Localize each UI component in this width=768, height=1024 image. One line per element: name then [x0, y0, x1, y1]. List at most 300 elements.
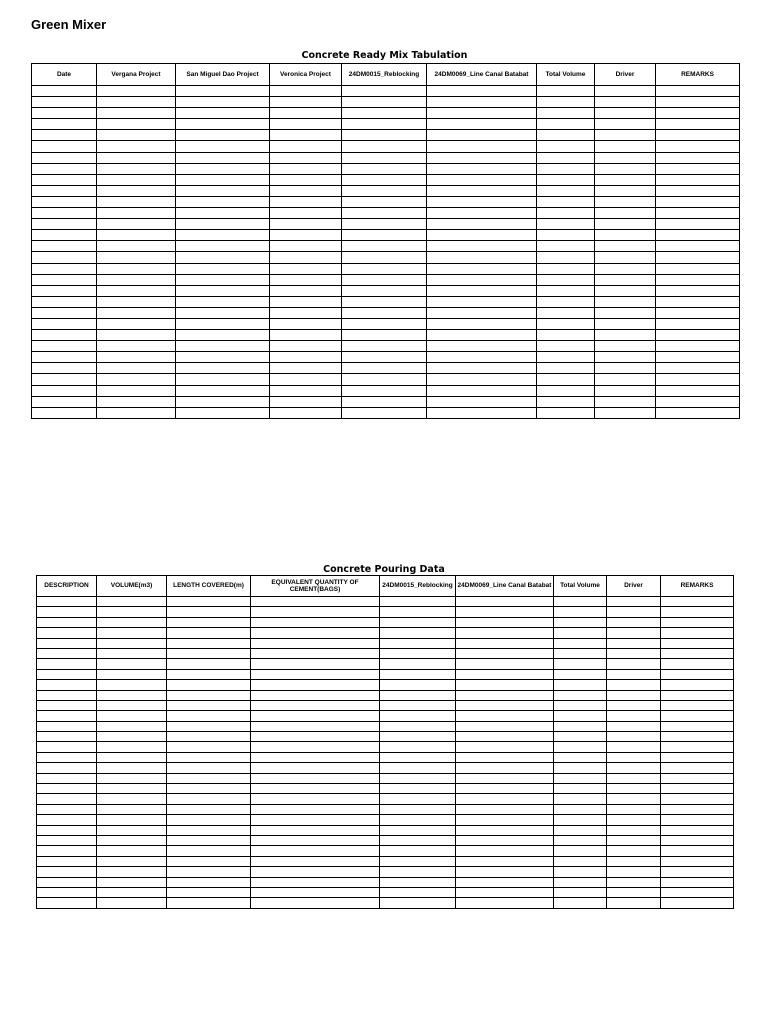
table-cell[interactable] — [537, 252, 595, 263]
table-cell[interactable] — [167, 607, 251, 617]
table-cell[interactable] — [554, 680, 607, 690]
table-cell[interactable] — [661, 690, 734, 700]
table-cell[interactable] — [176, 285, 270, 296]
table-cell[interactable] — [537, 285, 595, 296]
table-cell[interactable] — [380, 804, 456, 814]
table-cell[interactable] — [595, 363, 656, 374]
table-cell[interactable] — [607, 628, 661, 638]
table-cell[interactable] — [595, 396, 656, 407]
table-cell[interactable] — [37, 804, 97, 814]
table-cell[interactable] — [661, 794, 734, 804]
table-cell[interactable] — [661, 898, 734, 908]
table-cell[interactable] — [661, 628, 734, 638]
table-cell[interactable] — [342, 252, 427, 263]
table-cell[interactable] — [251, 856, 380, 866]
table-cell[interactable] — [554, 732, 607, 742]
table-cell[interactable] — [427, 374, 537, 385]
table-cell[interactable] — [554, 607, 607, 617]
table-cell[interactable] — [342, 130, 427, 141]
table-cell[interactable] — [342, 196, 427, 207]
table-cell[interactable] — [270, 108, 342, 119]
table-cell[interactable] — [607, 794, 661, 804]
table-cell[interactable] — [342, 385, 427, 396]
table-cell[interactable] — [537, 352, 595, 363]
table-cell[interactable] — [554, 638, 607, 648]
table-cell[interactable] — [456, 607, 554, 617]
table-cell[interactable] — [97, 659, 167, 669]
table-cell[interactable] — [607, 804, 661, 814]
table-cell[interactable] — [456, 669, 554, 679]
table-cell[interactable] — [32, 174, 97, 185]
table-cell[interactable] — [380, 607, 456, 617]
table-cell[interactable] — [32, 208, 97, 219]
table-cell[interactable] — [32, 241, 97, 252]
table-cell[interactable] — [661, 607, 734, 617]
table-cell[interactable] — [554, 597, 607, 607]
table-cell[interactable] — [427, 285, 537, 296]
table-cell[interactable] — [595, 307, 656, 318]
table-cell[interactable] — [456, 877, 554, 887]
table-cell[interactable] — [97, 208, 176, 219]
table-cell[interactable] — [97, 130, 176, 141]
table-cell[interactable] — [537, 385, 595, 396]
table-cell[interactable] — [167, 815, 251, 825]
table-cell[interactable] — [537, 274, 595, 285]
table-cell[interactable] — [97, 597, 167, 607]
table-cell[interactable] — [661, 700, 734, 710]
table-cell[interactable] — [656, 374, 740, 385]
table-cell[interactable] — [97, 318, 176, 329]
table-cell[interactable] — [554, 617, 607, 627]
table-cell[interactable] — [537, 407, 595, 418]
table-cell[interactable] — [427, 208, 537, 219]
table-cell[interactable] — [595, 252, 656, 263]
table-cell[interactable] — [97, 680, 167, 690]
table-cell[interactable] — [607, 835, 661, 845]
table-cell[interactable] — [167, 597, 251, 607]
table-cell[interactable] — [37, 680, 97, 690]
table-cell[interactable] — [607, 752, 661, 762]
table-cell[interactable] — [37, 867, 97, 877]
table-cell[interactable] — [32, 130, 97, 141]
table-cell[interactable] — [97, 174, 176, 185]
table-cell[interactable] — [554, 721, 607, 731]
table-cell[interactable] — [176, 252, 270, 263]
table-cell[interactable] — [537, 374, 595, 385]
table-cell[interactable] — [251, 867, 380, 877]
table-cell[interactable] — [251, 700, 380, 710]
table-cell[interactable] — [97, 86, 176, 97]
table-cell[interactable] — [656, 352, 740, 363]
table-cell[interactable] — [456, 732, 554, 742]
table-cell[interactable] — [456, 815, 554, 825]
table-cell[interactable] — [554, 846, 607, 856]
table-cell[interactable] — [456, 742, 554, 752]
table-cell[interactable] — [167, 898, 251, 908]
table-cell[interactable] — [607, 815, 661, 825]
table-cell[interactable] — [656, 174, 740, 185]
table-cell[interactable] — [167, 732, 251, 742]
table-cell[interactable] — [97, 628, 167, 638]
table-cell[interactable] — [176, 163, 270, 174]
table-cell[interactable] — [427, 86, 537, 97]
table-cell[interactable] — [656, 163, 740, 174]
table-cell[interactable] — [537, 97, 595, 108]
table-cell[interactable] — [342, 307, 427, 318]
table-cell[interactable] — [97, 804, 167, 814]
table-cell[interactable] — [456, 638, 554, 648]
table-cell[interactable] — [97, 732, 167, 742]
table-cell[interactable] — [270, 130, 342, 141]
table-cell[interactable] — [342, 341, 427, 352]
table-cell[interactable] — [342, 185, 427, 196]
table-cell[interactable] — [167, 877, 251, 887]
table-cell[interactable] — [270, 352, 342, 363]
table-cell[interactable] — [167, 690, 251, 700]
table-cell[interactable] — [270, 119, 342, 130]
table-cell[interactable] — [537, 230, 595, 241]
table-cell[interactable] — [607, 784, 661, 794]
table-cell[interactable] — [97, 617, 167, 627]
table-cell[interactable] — [97, 784, 167, 794]
table-cell[interactable] — [456, 752, 554, 762]
table-cell[interactable] — [251, 773, 380, 783]
table-cell[interactable] — [176, 141, 270, 152]
table-cell[interactable] — [37, 742, 97, 752]
table-cell[interactable] — [537, 263, 595, 274]
table-cell[interactable] — [97, 721, 167, 731]
table-cell[interactable] — [342, 274, 427, 285]
table-cell[interactable] — [176, 219, 270, 230]
table-cell[interactable] — [380, 700, 456, 710]
table-cell[interactable] — [456, 867, 554, 877]
table-cell[interactable] — [595, 274, 656, 285]
table-cell[interactable] — [37, 628, 97, 638]
table-cell[interactable] — [427, 219, 537, 230]
table-cell[interactable] — [554, 690, 607, 700]
table-cell[interactable] — [342, 285, 427, 296]
table-cell[interactable] — [270, 307, 342, 318]
table-cell[interactable] — [380, 846, 456, 856]
table-cell[interactable] — [456, 763, 554, 773]
table-cell[interactable] — [251, 804, 380, 814]
table-cell[interactable] — [456, 711, 554, 721]
table-cell[interactable] — [176, 263, 270, 274]
table-cell[interactable] — [251, 669, 380, 679]
table-cell[interactable] — [380, 628, 456, 638]
table-cell[interactable] — [176, 330, 270, 341]
table-cell[interactable] — [32, 252, 97, 263]
table-cell[interactable] — [32, 307, 97, 318]
table-cell[interactable] — [167, 846, 251, 856]
table-cell[interactable] — [554, 659, 607, 669]
table-cell[interactable] — [167, 617, 251, 627]
table-cell[interactable] — [656, 141, 740, 152]
table-cell[interactable] — [97, 341, 176, 352]
table-cell[interactable] — [176, 119, 270, 130]
table-cell[interactable] — [342, 241, 427, 252]
table-cell[interactable] — [167, 763, 251, 773]
table-cell[interactable] — [427, 385, 537, 396]
table-cell[interactable] — [176, 296, 270, 307]
table-cell[interactable] — [270, 152, 342, 163]
table-cell[interactable] — [554, 648, 607, 658]
table-cell[interactable] — [661, 669, 734, 679]
table-cell[interactable] — [427, 274, 537, 285]
table-cell[interactable] — [270, 230, 342, 241]
table-cell[interactable] — [380, 887, 456, 897]
table-cell[interactable] — [97, 385, 176, 396]
table-cell[interactable] — [607, 887, 661, 897]
table-cell[interactable] — [342, 363, 427, 374]
table-cell[interactable] — [595, 108, 656, 119]
table-cell[interactable] — [661, 742, 734, 752]
table-cell[interactable] — [380, 815, 456, 825]
table-cell[interactable] — [270, 97, 342, 108]
table-cell[interactable] — [595, 219, 656, 230]
table-cell[interactable] — [32, 86, 97, 97]
table-cell[interactable] — [342, 86, 427, 97]
table-cell[interactable] — [595, 230, 656, 241]
table-cell[interactable] — [595, 374, 656, 385]
table-cell[interactable] — [97, 352, 176, 363]
table-cell[interactable] — [97, 285, 176, 296]
table-cell[interactable] — [251, 752, 380, 762]
table-cell[interactable] — [554, 784, 607, 794]
table-cell[interactable] — [661, 680, 734, 690]
table-cell[interactable] — [176, 318, 270, 329]
table-cell[interactable] — [661, 711, 734, 721]
table-cell[interactable] — [270, 374, 342, 385]
table-cell[interactable] — [176, 385, 270, 396]
table-cell[interactable] — [270, 341, 342, 352]
table-cell[interactable] — [32, 374, 97, 385]
table-cell[interactable] — [251, 680, 380, 690]
table-cell[interactable] — [537, 163, 595, 174]
table-cell[interactable] — [176, 407, 270, 418]
table-cell[interactable] — [427, 119, 537, 130]
table-cell[interactable] — [554, 628, 607, 638]
table-cell[interactable] — [251, 711, 380, 721]
table-cell[interactable] — [270, 396, 342, 407]
table-cell[interactable] — [37, 700, 97, 710]
table-cell[interactable] — [656, 318, 740, 329]
table-cell[interactable] — [342, 296, 427, 307]
table-cell[interactable] — [456, 700, 554, 710]
table-cell[interactable] — [251, 617, 380, 627]
table-cell[interactable] — [595, 318, 656, 329]
table-cell[interactable] — [32, 385, 97, 396]
table-cell[interactable] — [32, 352, 97, 363]
table-cell[interactable] — [607, 732, 661, 742]
table-cell[interactable] — [342, 407, 427, 418]
table-cell[interactable] — [37, 763, 97, 773]
table-cell[interactable] — [32, 219, 97, 230]
table-cell[interactable] — [251, 794, 380, 804]
table-cell[interactable] — [176, 108, 270, 119]
table-cell[interactable] — [37, 648, 97, 658]
table-cell[interactable] — [427, 307, 537, 318]
table-cell[interactable] — [270, 196, 342, 207]
table-cell[interactable] — [97, 263, 176, 274]
table-cell[interactable] — [607, 597, 661, 607]
table-cell[interactable] — [595, 341, 656, 352]
table-cell[interactable] — [661, 763, 734, 773]
table-cell[interactable] — [32, 296, 97, 307]
table-cell[interactable] — [176, 174, 270, 185]
table-cell[interactable] — [270, 318, 342, 329]
table-cell[interactable] — [37, 846, 97, 856]
table-cell[interactable] — [167, 638, 251, 648]
table-cell[interactable] — [656, 208, 740, 219]
table-cell[interactable] — [37, 690, 97, 700]
table-cell[interactable] — [456, 784, 554, 794]
table-cell[interactable] — [32, 396, 97, 407]
table-cell[interactable] — [32, 274, 97, 285]
table-cell[interactable] — [595, 385, 656, 396]
table-cell[interactable] — [595, 407, 656, 418]
table-cell[interactable] — [456, 887, 554, 897]
table-cell[interactable] — [342, 174, 427, 185]
table-cell[interactable] — [270, 163, 342, 174]
table-cell[interactable] — [97, 219, 176, 230]
table-cell[interactable] — [427, 97, 537, 108]
table-cell[interactable] — [595, 241, 656, 252]
table-cell[interactable] — [537, 174, 595, 185]
table-cell[interactable] — [656, 407, 740, 418]
table-cell[interactable] — [380, 597, 456, 607]
table-cell[interactable] — [595, 208, 656, 219]
table-cell[interactable] — [661, 804, 734, 814]
table-cell[interactable] — [656, 97, 740, 108]
table-cell[interactable] — [537, 318, 595, 329]
table-cell[interactable] — [167, 752, 251, 762]
table-cell[interactable] — [607, 659, 661, 669]
table-cell[interactable] — [251, 659, 380, 669]
table-cell[interactable] — [656, 263, 740, 274]
table-cell[interactable] — [32, 263, 97, 274]
table-cell[interactable] — [595, 174, 656, 185]
table-cell[interactable] — [251, 835, 380, 845]
table-cell[interactable] — [656, 274, 740, 285]
table-cell[interactable] — [427, 241, 537, 252]
table-cell[interactable] — [270, 219, 342, 230]
table-cell[interactable] — [456, 898, 554, 908]
table-cell[interactable] — [661, 856, 734, 866]
table-cell[interactable] — [380, 877, 456, 887]
table-cell[interactable] — [656, 252, 740, 263]
table-cell[interactable] — [380, 638, 456, 648]
table-cell[interactable] — [595, 141, 656, 152]
table-cell[interactable] — [595, 86, 656, 97]
table-cell[interactable] — [661, 877, 734, 887]
table-cell[interactable] — [97, 794, 167, 804]
table-cell[interactable] — [270, 407, 342, 418]
table-cell[interactable] — [607, 742, 661, 752]
table-cell[interactable] — [342, 374, 427, 385]
table-cell[interactable] — [427, 296, 537, 307]
table-cell[interactable] — [661, 659, 734, 669]
table-cell[interactable] — [380, 856, 456, 866]
table-cell[interactable] — [97, 607, 167, 617]
table-cell[interactable] — [251, 638, 380, 648]
table-cell[interactable] — [554, 877, 607, 887]
table-cell[interactable] — [251, 825, 380, 835]
table-cell[interactable] — [32, 141, 97, 152]
table-cell[interactable] — [32, 196, 97, 207]
table-cell[interactable] — [32, 318, 97, 329]
table-cell[interactable] — [32, 97, 97, 108]
table-cell[interactable] — [251, 887, 380, 897]
table-cell[interactable] — [661, 784, 734, 794]
table-cell[interactable] — [656, 86, 740, 97]
table-cell[interactable] — [607, 846, 661, 856]
table-cell[interactable] — [380, 794, 456, 804]
table-cell[interactable] — [554, 763, 607, 773]
table-cell[interactable] — [176, 152, 270, 163]
table-cell[interactable] — [607, 773, 661, 783]
table-cell[interactable] — [607, 898, 661, 908]
table-cell[interactable] — [37, 794, 97, 804]
table-cell[interactable] — [380, 752, 456, 762]
table-cell[interactable] — [380, 742, 456, 752]
table-cell[interactable] — [554, 856, 607, 866]
table-cell[interactable] — [97, 330, 176, 341]
table-cell[interactable] — [270, 285, 342, 296]
table-cell[interactable] — [456, 628, 554, 638]
table-cell[interactable] — [607, 825, 661, 835]
table-cell[interactable] — [97, 898, 167, 908]
table-cell[interactable] — [595, 130, 656, 141]
table-cell[interactable] — [251, 607, 380, 617]
table-cell[interactable] — [554, 867, 607, 877]
table-cell[interactable] — [37, 597, 97, 607]
table-cell[interactable] — [595, 97, 656, 108]
table-cell[interactable] — [32, 363, 97, 374]
table-cell[interactable] — [167, 784, 251, 794]
table-cell[interactable] — [270, 208, 342, 219]
table-cell[interactable] — [176, 363, 270, 374]
table-cell[interactable] — [607, 648, 661, 658]
table-cell[interactable] — [595, 352, 656, 363]
table-cell[interactable] — [656, 152, 740, 163]
table-cell[interactable] — [270, 363, 342, 374]
table-cell[interactable] — [176, 208, 270, 219]
table-cell[interactable] — [607, 617, 661, 627]
table-cell[interactable] — [607, 877, 661, 887]
table-cell[interactable] — [32, 285, 97, 296]
table-cell[interactable] — [554, 773, 607, 783]
table-cell[interactable] — [537, 185, 595, 196]
table-cell[interactable] — [595, 330, 656, 341]
table-cell[interactable] — [380, 867, 456, 877]
table-cell[interactable] — [456, 794, 554, 804]
table-cell[interactable] — [167, 887, 251, 897]
table-cell[interactable] — [167, 721, 251, 731]
table-cell[interactable] — [661, 825, 734, 835]
table-cell[interactable] — [456, 835, 554, 845]
table-cell[interactable] — [167, 711, 251, 721]
table-cell[interactable] — [97, 638, 167, 648]
table-cell[interactable] — [537, 196, 595, 207]
table-cell[interactable] — [661, 846, 734, 856]
table-cell[interactable] — [270, 263, 342, 274]
table-cell[interactable] — [97, 152, 176, 163]
table-cell[interactable] — [251, 628, 380, 638]
table-cell[interactable] — [176, 196, 270, 207]
table-cell[interactable] — [167, 804, 251, 814]
table-cell[interactable] — [537, 130, 595, 141]
